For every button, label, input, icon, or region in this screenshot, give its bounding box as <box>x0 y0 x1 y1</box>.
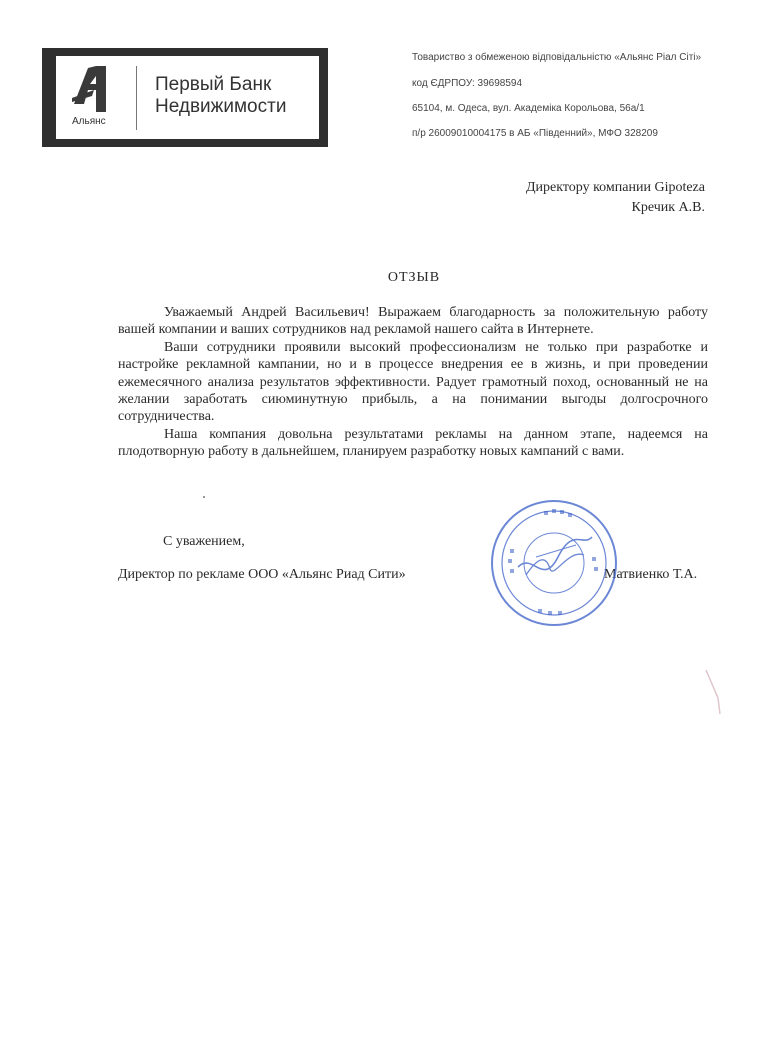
document-title: ОТЗЫВ <box>387 270 441 285</box>
signer-position: Директор по рекламе ООО «Альянс Риад Сити» <box>118 567 406 582</box>
signer-name: Матвиенко Т.А. <box>604 567 698 582</box>
logo-title-line2: Недвижимости <box>155 96 287 117</box>
logo-panel <box>56 56 319 139</box>
closing: С уважением, <box>163 534 245 549</box>
addressee-line1: Директору компании Gipoteza <box>525 180 705 195</box>
paragraph-2: Ваши сотрудники проявили высокий профессионализм не только при разработке и настройке рекламной кампании, но и в процессе внедрения ее в жизнь, и при проведении ежемесячного анализа результатов эффективности. Радует грамотный поход, основанный не на желании заработать сиюминутную прибыль, а на понимании выгоды долгосрочного сотрудничества. <box>118 339 708 425</box>
company-account: п/р 26009010004175 в АБ «Південний», МФО 328209 <box>412 128 658 139</box>
company-code: код ЄДРПОУ: 39698594 <box>412 78 522 89</box>
logo-title-line1: Первый Банк <box>155 74 272 95</box>
letter-body <box>118 304 708 461</box>
logo-divider <box>136 66 137 130</box>
company-name: Товариство з обмеженою відповідальністю «Альянс Ріал Сіті» <box>412 52 702 63</box>
logo-title <box>155 74 320 118</box>
logo-mark-label: Альянс <box>72 116 106 127</box>
company-logo <box>42 48 328 147</box>
addressee-line2: Кречик А.В. <box>631 200 705 215</box>
alliance-a-logo-icon <box>72 64 120 114</box>
company-seal-stamp <box>488 497 620 629</box>
speck <box>203 496 205 498</box>
company-address: 65104, м. Одеса, вул. Академіка Корольова, 56а/1 <box>412 103 645 114</box>
paper-mark <box>704 668 724 718</box>
paragraph-1: Уважаемый Андрей Васильевич! Выражаем благодарность за положительную работу вашей компании и ваших сотрудников над рекламой нашего сайта в Интернете. <box>118 305 708 338</box>
paragraph-3: Наша компания довольна результатами рекламы на данном этапе, надеемся на плодотворную работу в дальнейшем, планируем разработку новых кампаний с вами. <box>118 426 708 460</box>
